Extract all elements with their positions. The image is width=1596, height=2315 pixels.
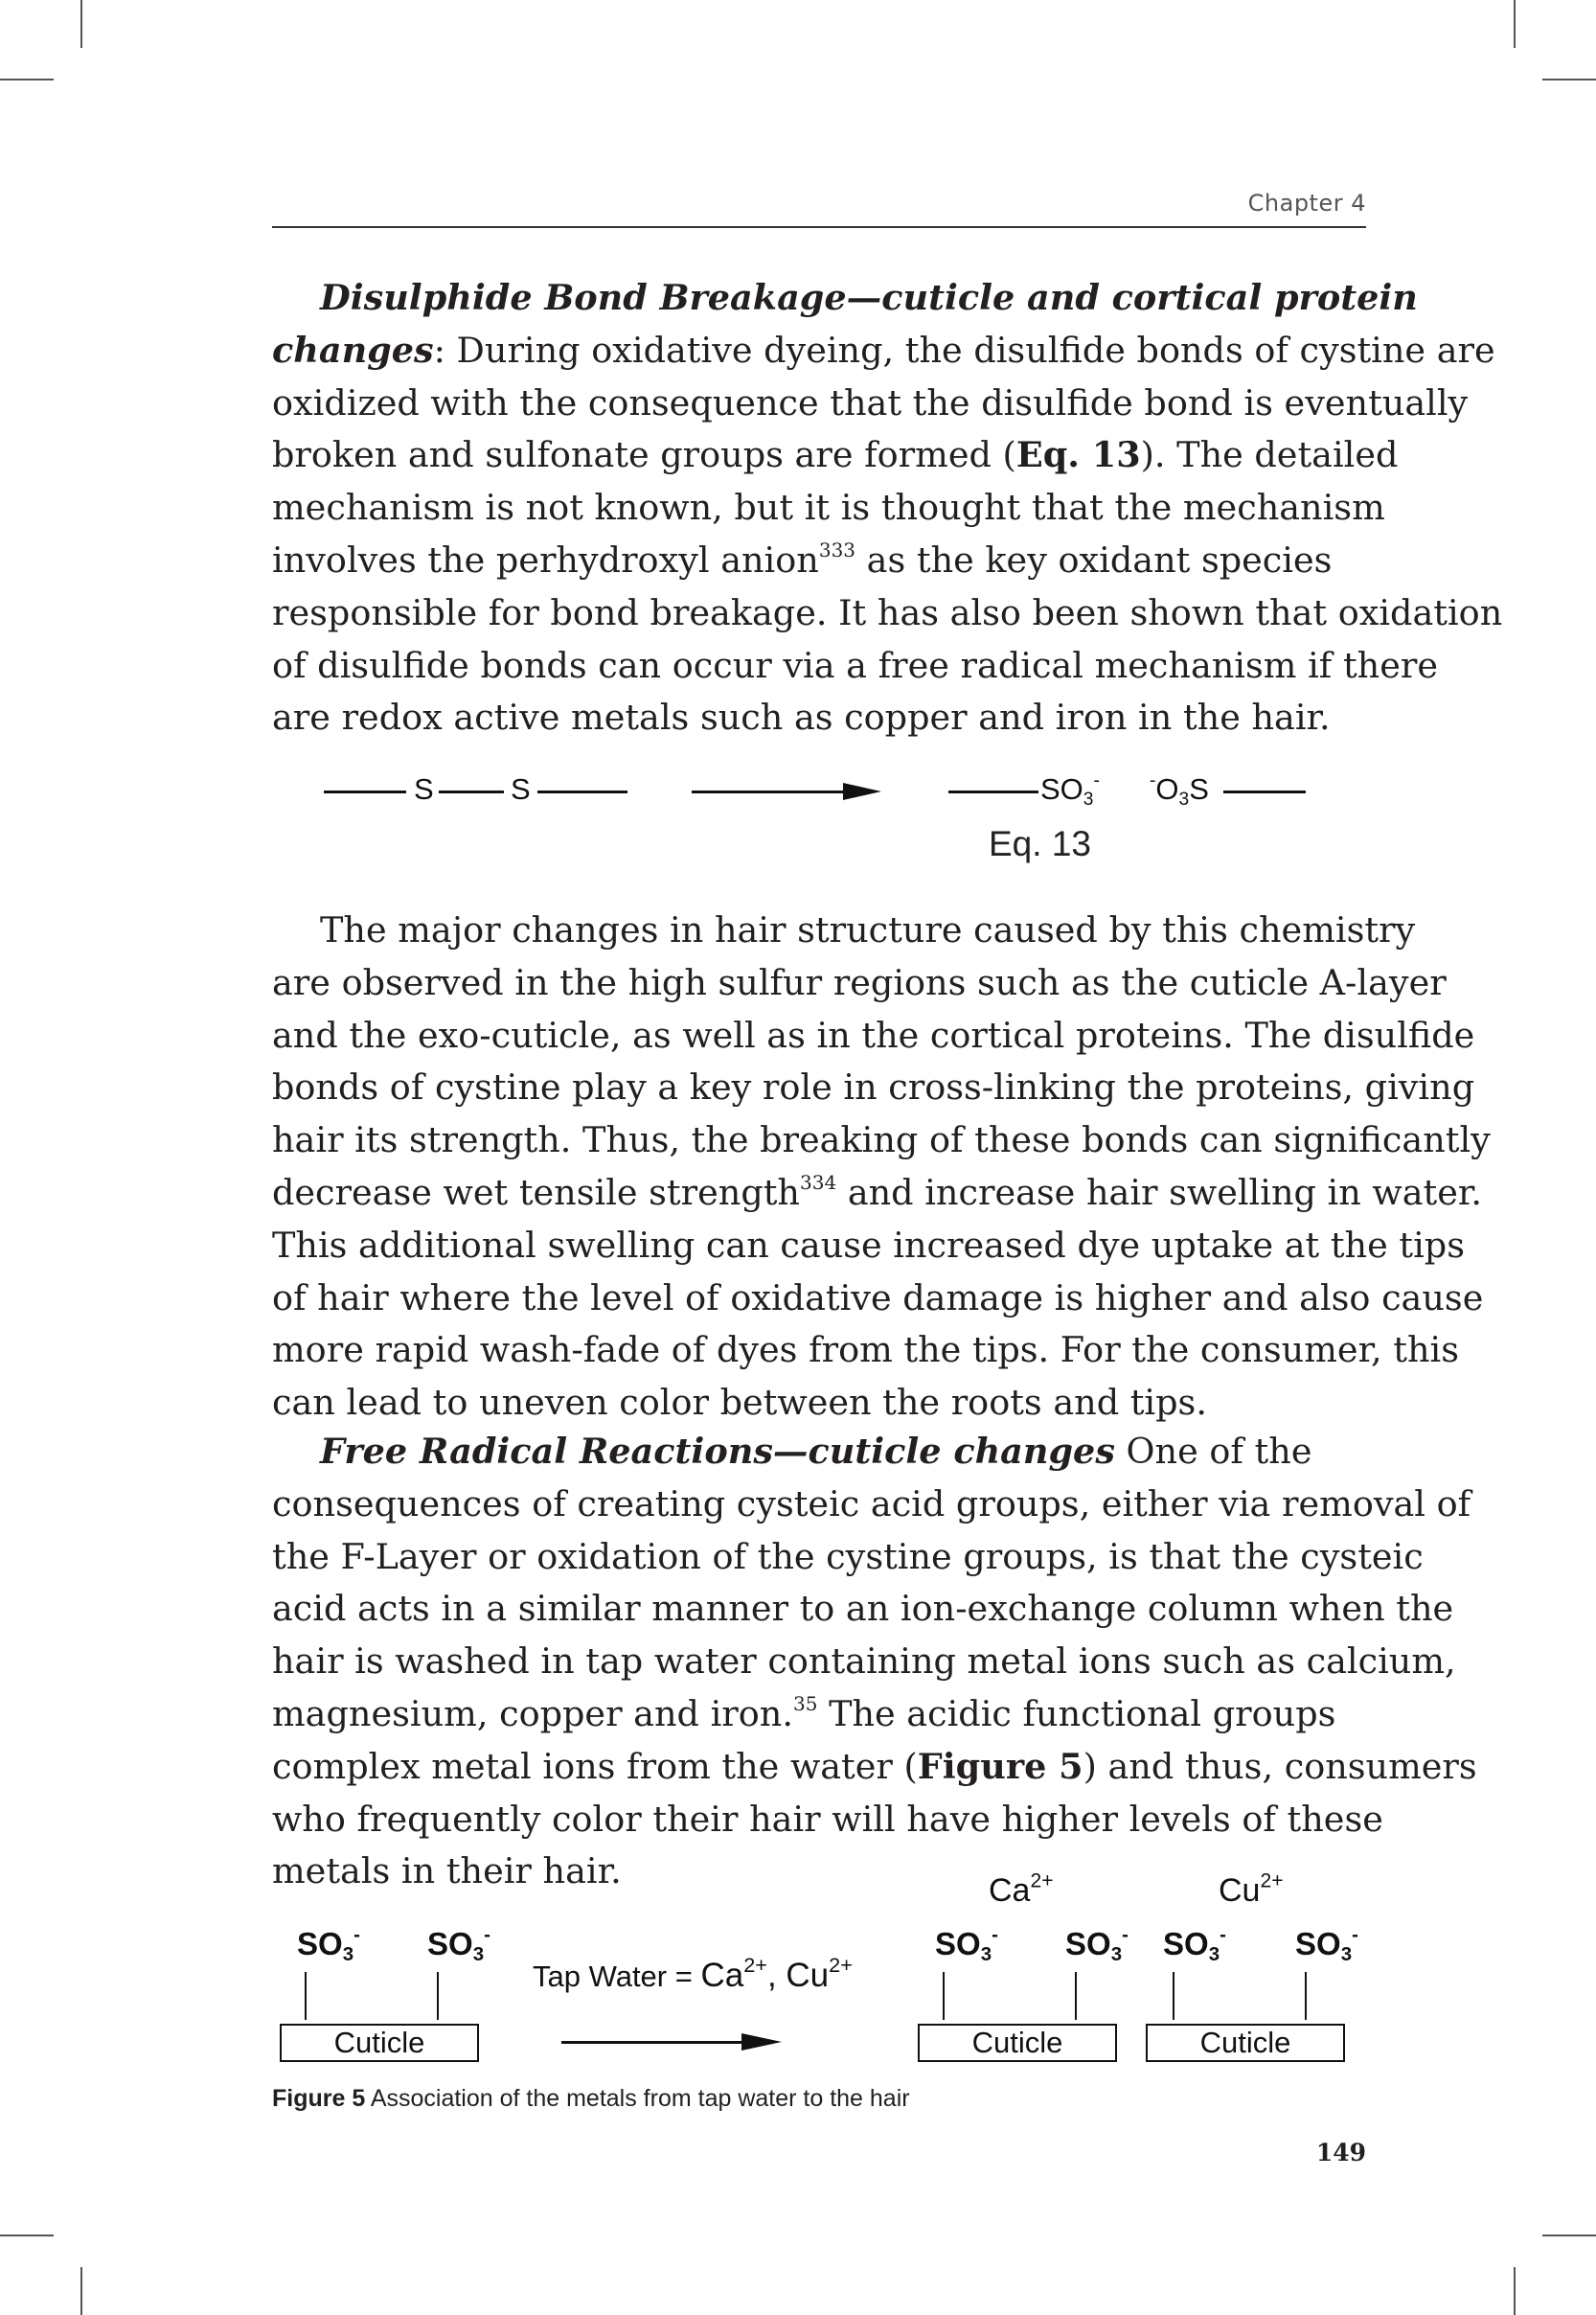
text-line: the F-Layer or oxidation of the cystine groups, is that the cysteic — [272, 1535, 1424, 1577]
chapter-header: Chapter 4 — [1247, 190, 1366, 217]
text-line: bonds of cystine play a key role in cross-linking the proteins, giving — [272, 1066, 1475, 1109]
cuticle-box: Cuticle — [280, 2024, 479, 2062]
figure-caption-text: Association of the metals from tap water to the hair — [365, 2085, 910, 2112]
bond-line — [324, 791, 406, 793]
bond-line — [537, 791, 627, 793]
sulfonate-group: $^-O_3S$ — [1150, 770, 1209, 810]
section-title: Disulphide Bond Breakage—cuticle and cortical protein — [320, 277, 1418, 318]
crop-mark — [80, 0, 82, 48]
sulfonate-label: $SO_3^-$ — [297, 1923, 360, 1966]
equation-reference: Eq. 13 — [1015, 434, 1141, 476]
sulfur-atom: S — [511, 772, 531, 806]
text-line: hair its strength. Thus, the breaking of these bonds can significantly — [272, 1119, 1491, 1161]
text-fragment: broken and sulfonate groups are formed ( — [272, 434, 1016, 476]
figure-reference: Figure 5 — [917, 1745, 1083, 1787]
text-fragment: decrease wet tensile strength — [272, 1171, 800, 1213]
tap-water-label: Tap Water = $Ca^{2+}$, $Cu^{2+}$ — [533, 1952, 853, 1994]
copper-ion-label: $Cu^{2+}$ — [1219, 1869, 1284, 1909]
equation-label: Eq. 13 — [989, 824, 1091, 863]
text-line — [272, 429, 1399, 482]
sulfonate-group: $SO_3^-$ — [1040, 770, 1100, 810]
sulfonate-label: $SO_3^-$ — [935, 1923, 998, 1966]
text-line — [272, 272, 1418, 325]
text-line: This additional swelling can cause increased dye uptake at the tips — [272, 1224, 1465, 1266]
text-line — [272, 1741, 1477, 1794]
text-line: who frequently color their hair will have higher levels of these — [272, 1798, 1383, 1840]
equation-13 — [0, 757, 1596, 882]
text-fragment: complex metal ions from the water ( — [272, 1745, 918, 1787]
text-line: more rapid wash-fade of dyes from the tips. For the consumer, this — [272, 1329, 1460, 1371]
crop-mark — [80, 2267, 82, 2315]
text-fragment: : During oxidative dyeing, the disulfide bonds of cystine are — [433, 329, 1495, 371]
arrowhead — [741, 2033, 782, 2051]
calcium-ion-label: $Ca^{2+}$ — [989, 1869, 1054, 1909]
text-line: responsible for bond breakage. It has also been shown that oxidation — [272, 591, 1503, 633]
text-line — [272, 1426, 1383, 1478]
arrow-shaft — [561, 2041, 743, 2044]
crop-mark — [0, 79, 54, 80]
sulfur-atom: S — [414, 772, 434, 806]
text-line: and the exo-cuticle, as well as in the cortical proteins. The disulfide — [272, 1014, 1475, 1056]
bond-line — [439, 791, 504, 793]
reaction-arrowhead — [843, 783, 881, 800]
crop-mark — [0, 2235, 54, 2236]
text-fragment: One of the — [1114, 1431, 1312, 1472]
page-number: 149 — [1315, 2139, 1366, 2166]
citation-superscript: 35 — [792, 1691, 818, 1715]
crop-mark — [1514, 0, 1516, 48]
sulfonate-label: $SO_3^-$ — [1295, 1923, 1358, 1966]
text-line: of hair where the level of oxidative damage is higher and also cause — [272, 1276, 1484, 1318]
bond-line — [437, 1972, 439, 2020]
section-title: Free Radical Reactions—cuticle changes — [320, 1431, 1115, 1472]
figure-caption-label: Figure 5 — [272, 2085, 366, 2112]
sulfonate-label: $SO_3^-$ — [1163, 1923, 1226, 1966]
text-fragment: as the key oxidant species — [855, 539, 1333, 581]
text-line: The major changes in hair structure caused by this chemistry — [320, 909, 1416, 951]
section-title-cont: changes — [272, 329, 434, 371]
bond-line — [1223, 791, 1306, 793]
header-rule — [272, 226, 1366, 228]
crop-mark — [1514, 2267, 1516, 2315]
text-fragment: magnesium, copper and iron. — [272, 1692, 793, 1734]
sulfonate-label: $SO_3^-$ — [1065, 1923, 1129, 1966]
paragraph-structure-changes — [272, 905, 1491, 1430]
text-line — [272, 1167, 1482, 1220]
text-fragment: ). The detailed — [1140, 434, 1399, 476]
cuticle-box: Cuticle — [918, 2024, 1117, 2062]
text-line: are observed in the high sulfur regions such as the cuticle A-layer — [272, 961, 1447, 1003]
bond-line — [1075, 1972, 1077, 2020]
cuticle-box: Cuticle — [1146, 2024, 1345, 2062]
text-fragment: involves the perhydroxyl anion — [272, 539, 819, 581]
text-line — [272, 325, 1495, 378]
text-line: are redox active metals such as copper and iron in the hair. — [272, 697, 1331, 739]
bond-line — [948, 791, 1038, 793]
text-line: oxidized with the consequence that the disulfide bond is eventually — [272, 381, 1469, 424]
text-line — [272, 535, 1383, 587]
text-line: hair is washed in tap water containing metal ions such as calcium, — [272, 1640, 1456, 1683]
text-fragment: ) and thus, consumers — [1083, 1745, 1477, 1787]
sulfonate-label: $SO_3^-$ — [427, 1923, 490, 1966]
text-line: acid acts in a similar manner to an ion-exchange column when the — [272, 1588, 1454, 1630]
bond-line — [943, 1972, 945, 2020]
paragraph-free-radical — [272, 1426, 1477, 1898]
bond-line — [1305, 1972, 1307, 2020]
figure-5 — [0, 1868, 1596, 2079]
text-fragment: and increase hair swelling in water. — [836, 1171, 1482, 1213]
text-line: of disulfide bonds can occur via a free radical mechanism if there — [272, 644, 1438, 686]
paragraph-disulphide — [272, 272, 1503, 745]
text-line: consequences of creating cysteic acid groups, either via removal of — [272, 1482, 1471, 1524]
text-line: mechanism is not known, but it is thought that the mechanism — [272, 487, 1385, 529]
figure-caption — [272, 2085, 910, 2113]
crop-mark — [1542, 79, 1596, 80]
text-line: metals in their hair. — [272, 1850, 622, 1892]
citation-superscript: 334 — [800, 1170, 837, 1194]
bond-line — [305, 1972, 307, 2020]
text-line — [272, 1688, 1383, 1741]
reaction-arrow-shaft — [692, 791, 855, 793]
bond-line — [1173, 1972, 1174, 2020]
citation-superscript: 333 — [818, 538, 856, 562]
text-line: can lead to uneven color between the roots and tips. — [272, 1382, 1207, 1424]
text-fragment: The acidic functional groups — [817, 1692, 1336, 1734]
crop-mark — [1542, 2235, 1596, 2236]
